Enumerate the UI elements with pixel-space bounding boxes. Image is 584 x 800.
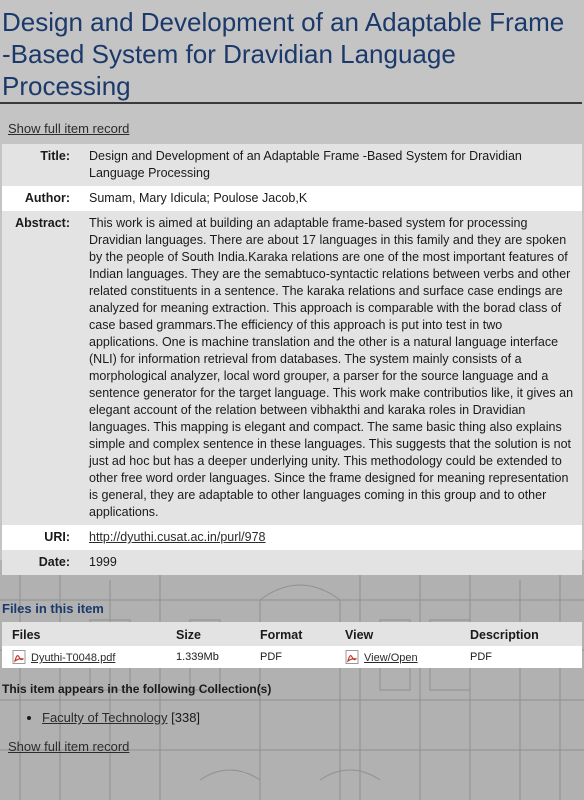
collection-count: [338] xyxy=(171,710,201,725)
description-col-header: Description xyxy=(460,622,582,646)
date-value: 1999 xyxy=(89,550,582,575)
file-format: PDF xyxy=(250,646,335,668)
date-label: Date: xyxy=(2,550,89,575)
page-title: Design and Development of an Adaptable Frame -Based System for Dravidian Language Processing xyxy=(0,0,582,104)
metadata-row-title xyxy=(2,144,582,186)
collections-heading: This item appears in the following Collection(s) xyxy=(2,682,272,696)
files-col-header: Files xyxy=(2,622,166,646)
view-col-header: View xyxy=(335,622,460,646)
abstract-label: Abstract: xyxy=(2,211,89,525)
abstract-value: This work is aimed at building an adaptable frame-based system for processing Dravidian languages. There are about 17 languages in this family and they are spoken by the people of South India.Karaka relations are one of the most important features of Indian languages. They are the semabtuco-syntactic relations between verbs and other related constituents in a sentence. The karaka relations and surface case endings are analyzed for meaning extraction. This approach is comparable with the borad class of case based grammars.The efficiency of this approach is put into test in two applications. One is machine translation and the other is a natural language interface (NLI) for information retrieval from databases. The system mainly consists of a morphological analyzer, local word grouper, a parser for the source language and a sentence generator for the target language. This work make contributios like, it gives an elegant account of the relation between vibhakthi and karaka roles in Dravidian languages. This mapping is elegant and compact. The same basic thing also explains simple and complex sentence in these languages. This suggests that the solution is not just ad hoc but has a deeper underlying unity. This methodology could be extended to other free word order languages. Since the frame designed for meaning representation is general, they are adaptable to other languages coming in this group and to other applications. xyxy=(89,211,582,525)
uri-label: URI: xyxy=(2,525,89,550)
author-label: Author: xyxy=(2,186,89,211)
view-open-link[interactable]: View/Open xyxy=(364,652,418,664)
title-label: Title: xyxy=(2,144,89,186)
size-col-header: Size xyxy=(166,622,250,646)
pdf-icon xyxy=(12,650,26,664)
metadata-row-date xyxy=(2,550,582,575)
metadata-row-author xyxy=(2,186,582,211)
files-heading: Files in this item xyxy=(2,601,104,616)
metadata-row-abstract xyxy=(2,211,582,525)
collections-list xyxy=(0,710,584,725)
show-full-record-link-bottom[interactable]: Show full item record xyxy=(8,739,130,754)
pdf-icon xyxy=(345,650,359,664)
uri-link[interactable]: http://dyuthi.cusat.ac.in/purl/978 xyxy=(89,530,266,544)
metadata-table xyxy=(2,144,582,575)
show-full-record-link[interactable]: Show full item record xyxy=(8,121,130,136)
file-size: 1.339Mb xyxy=(166,646,250,668)
table-row xyxy=(2,646,582,668)
title-value: Design and Development of an Adaptable Frame -Based System for Dravidian Language Processing xyxy=(89,144,582,186)
format-col-header: Format xyxy=(250,622,335,646)
metadata-row-uri xyxy=(2,525,582,550)
collection-link[interactable]: Faculty of Technology xyxy=(42,710,168,725)
author-value: Sumam, Mary Idicula; Poulose Jacob,K xyxy=(89,186,582,211)
files-table xyxy=(2,622,582,668)
files-header-row xyxy=(2,622,582,646)
file-description: PDF xyxy=(460,646,582,668)
file-link[interactable]: Dyuthi-T0048.pdf xyxy=(31,652,116,664)
list-item xyxy=(42,710,584,725)
